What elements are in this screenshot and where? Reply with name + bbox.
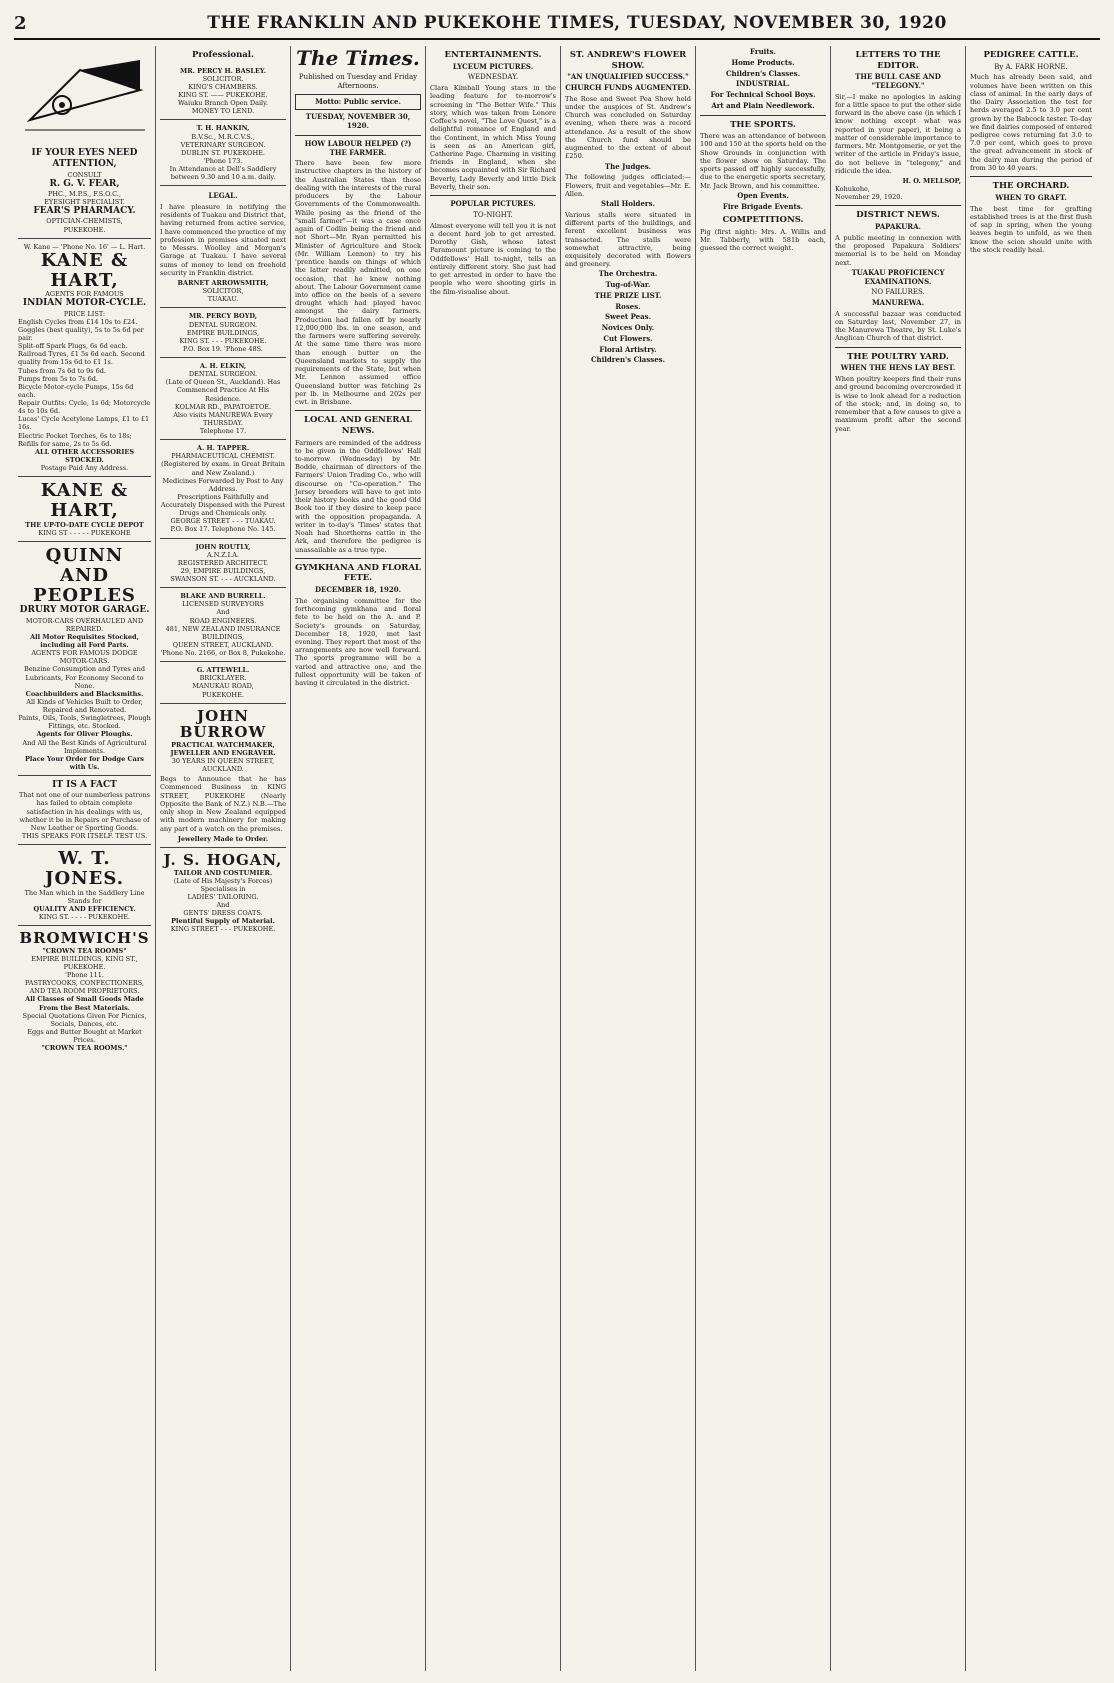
elkin-late: (Late of Queen St., Auckland). Has Commenced Practice At His Residence. <box>165 378 281 403</box>
flower-show-sub: "AN UNQUALIFIED SUCCESS." <box>567 72 689 82</box>
orchard-body: The best time for grafting established trees is at the first flush of sap in spring, when the young leaves begin to unfold, as we then know the scion should unite with the stock readily heal. <box>970 204 1092 254</box>
letter-town: Kohukohe, <box>835 185 870 194</box>
manurewa-heading: MANUREWA. <box>871 298 925 308</box>
motto: Motto: Public service. <box>295 94 421 111</box>
burrow-body: Begs to Announce that he has Commenced Business in KING STREET, PUKEKOHE (Nearly Opposite the Bank of N.Z.) N.B.—The only shop in New Zealand equipped with modern machinery for making any part of a watch on the premises. <box>160 775 286 833</box>
children-classes-heading: Children's Classes. <box>725 68 801 78</box>
bro-name: BROMWICH'S <box>19 929 150 948</box>
routly-ad <box>160 539 286 589</box>
boyd-name: MR. PERCY BOYD, <box>188 312 258 321</box>
column-6 <box>696 46 831 1671</box>
elkin-address: KOLMAR RD., PAPATOETOE. <box>174 402 272 411</box>
qp-benzine: Benzine Consumption and Tyres and Lubricants, For Economy Second to None. <box>23 665 146 690</box>
qp-agents: AGENTS FOR FAMOUS DODGE MOTOR-CARS. <box>31 649 138 666</box>
tuakau-heading: TUAKAU PROFICIENCY EXAMINATIONS. <box>851 267 945 286</box>
eyes-heading: IF YOUR EYES NEED ATTENTION, <box>31 148 138 170</box>
attewell-ad <box>160 662 286 704</box>
tapper-reg: (Registered by exam. in Great Britain and New Zealand.) <box>161 460 285 477</box>
floral-heading: Floral Artistry. <box>599 344 657 354</box>
kh2-street: KING ST - - - - - PUKEKOHE <box>38 528 131 537</box>
column-5 <box>561 46 696 1671</box>
hankin-name: T. H. HANKIN, <box>196 124 250 133</box>
hogan-plenty: Plentiful Supply of Material. <box>171 917 275 926</box>
pharmacy-sub: OPTICIAN-CHEMISTS, <box>46 217 123 226</box>
cut-heading: Cut Flowers. <box>603 333 653 343</box>
brigade-heading: Fire Brigade Events. <box>722 201 804 211</box>
judges-body: The following judges officiated:—Flowers, fruit and vegetables—Mr. E. Allen. <box>565 173 691 198</box>
open-heading: Open Events. <box>737 190 789 200</box>
sports-body: There was an attendance of between 100 and 150 at the sports held on the Show Grounds in conjunction with the flower show on Saturday. The sports passed off highly successfully, due to the energetic sports secretary, Mr. Jack Brown, and his committee. <box>700 132 826 190</box>
lyceum-body: Clara Kimball Young stars in the leading feature for to-morrow's screening in "The Better Wife." This story, which was taken from Lenore Coffee's novel, "The Love Quest," is a delightful romance of England and the Continent, in which Miss Young is seen as an American girl, Catherine Page. Charming in visiting friends in England, when she becomes acquainted with Sir Richard Beverly, Lady Beverly and little Dick Beverly, their son. <box>430 84 556 191</box>
attewell-name: G. ATTEWELL. <box>196 666 250 675</box>
basley-branch: Waiuku Branch Open Daily. <box>178 99 268 108</box>
tapper-title: PHARMACEUTICAL CHEMIST. <box>171 452 275 461</box>
boyd-title: DENTAL SURGEON. <box>188 320 258 329</box>
blake-and: And <box>216 608 230 617</box>
fact-ad <box>18 776 151 845</box>
hankin-street: DUBLIN ST. PUKEKOHE. <box>181 148 265 157</box>
hogan-late: (Late of His Majesty's Forces) <box>173 876 273 885</box>
popular-heading: POPULAR PICTURES. <box>450 199 536 209</box>
local-news-heading: LOCAL AND GENERAL NEWS. <box>304 415 412 436</box>
kh-item: Goggles (best quality), 5s to 5s 6d per pair. <box>18 325 144 343</box>
basley-money: MONEY TO LEND. <box>191 107 255 116</box>
hankin-ad <box>160 120 286 186</box>
column-3 <box>291 46 426 1671</box>
arrowsmith-town: TUAKAU. <box>207 295 239 304</box>
qp-place: Place Your Order for Dodge Cars with Us. <box>25 754 144 771</box>
bro-footer: "CROWN TEA ROOMS." <box>41 1044 128 1053</box>
kh-agents: AGENTS FOR FAMOUS <box>45 290 124 299</box>
hogan-sub: TAILOR AND COSTUMIER. <box>173 868 273 877</box>
bro-eggs: Eggs and Butter Bought at Market Prices. <box>27 1027 142 1045</box>
editorial-body: There have been few more instructive chapters in the history of the Australian States than those dealing with the interests of the rural producers by the Labour Governments of the Commonwealth. While posing as the friend of the "small farmer"—it was a case once again of Codlin being the friend and not Short—Mr. Ryan permitted his Minister of Agriculture and Stock (Mr. William Lennon) to try his 'prentice hands on things of which the latter readily admitted, on one occasion, that he knew nothing about. The Labour Government came into office on the heels of a severe drought which had played havoc amongst the dairy farmers. Production had fallen off by nearly 12,000,000 lbs. in one season, and the farmers were suffering severely. At the same time there was more than enough butter on the Queensland markets to supply the requirements of the State, but when Mr. Lennon assumed office Queensland butter was fetching 2s per lb. in Melbourne and 202s per cwt. in Brisbane. <box>295 159 421 407</box>
fact-head: IT IS A FACT <box>52 780 117 791</box>
kane-hart-depot-ad <box>18 477 151 542</box>
sports-heading: THE SPORTS. <box>730 119 796 130</box>
tapper-ad <box>160 440 286 538</box>
publication-note: Published on Tuesday and Friday Afternoons. <box>298 73 418 90</box>
papakura-heading: PAPAKURA. <box>875 222 921 232</box>
flower-show-body: The Rose and Sweet Pea Show held under the auspices of St. Andrew's Church was concluded on Saturday evening, when there was a record attendance. As a result of the show the Church fund should be augmented to the extent of about £250. <box>565 94 691 161</box>
kh-cycles: INDIAN MOTOR-CYCLE. <box>22 298 147 309</box>
basley-name: MR. PERCY H. BASLEY. <box>180 66 266 75</box>
optician-quals: PHC., M.P.S., F.S.O.C., <box>48 189 121 198</box>
paper-name: The Times. <box>296 46 420 70</box>
routly-building: 29, EMPIRE BUILDINGS, <box>180 566 266 575</box>
column-1 <box>14 46 156 1671</box>
eye-illustration-icon <box>20 50 150 140</box>
basley-ad <box>160 63 286 121</box>
kh2-name: KANE & HART, <box>40 480 129 522</box>
tapper-name: A. H. TAPPER. <box>196 444 250 453</box>
poultry-body: When poultry keepers find their runs and ground becoming overcrowded it is wise to look ahead for a reduction of the stock; and, in doing so, to remember that a few causes to give a maximum profit after the second year. <box>835 375 961 433</box>
blake-phone: 'Phone No. 2166, or Box 8, Pukekohe. <box>160 649 286 658</box>
tapper-po: P.O. Box 17. Telephone No. 145. <box>170 525 276 534</box>
legal-body: I have pleasure in notifying the residents of Tuakau and District that, having returned from active service, I have commenced the practice of my profession in premises situated next to Messrs. Woolley and Morgan's Garage at Tuakau. I have several sums of money to lend on freehold security in Franklin district. <box>160 203 286 277</box>
routly-street: SWANSON ST. - - - AUCKLAND. <box>170 575 276 584</box>
attewell-town: PUKEKOHE. <box>202 690 244 699</box>
blake-lic: LICENSED SURVEYORS <box>182 600 264 609</box>
tapper-med: Medicines Forwarded by Post to Any Address. <box>162 476 284 493</box>
wtj-body: The Man which in the Saddlery Line Stands for <box>24 888 145 905</box>
hens-heading: WHEN THE HENS LAY BEST. <box>840 363 956 373</box>
pedigree-heading: PEDIGREE CATTLE. <box>983 50 1079 60</box>
fact-speaks: THIS SPEAKS FOR ITSELF. TEST US. <box>21 831 148 840</box>
kh-name: KANE & HART, <box>40 249 129 291</box>
orchestra-heading: The Orchestra. <box>598 269 658 279</box>
letters-heading: LETTERS TO THE EDITOR. <box>855 50 941 71</box>
kh2-sub: THE UP-TO-DATE CYCLE DEPOT <box>25 520 144 529</box>
blake-ins: 481, NEW ZEALAND INSURANCE BUILDINGS, <box>165 624 281 641</box>
blake-name: BLAKE AND BURRELL. <box>180 592 266 601</box>
district-news-heading: DISTRICT NEWS. <box>856 210 940 221</box>
qp-over: MOTOR-CARS OVERHAULED AND REPAIRED. <box>25 616 144 633</box>
tapper-street: GEORGE STREET - - - TUAKAU. <box>170 517 276 526</box>
art-heading: Art and Plain Needlework. <box>711 100 815 110</box>
kh-item: Railroad Tyres, £1 5s 6d each. Second quality from 15s 6d to £1 1s. <box>18 350 145 367</box>
hogan-gents: GENTS' DRESS COATS. <box>183 909 263 918</box>
competitions-body: Pig (first night): Mrs. A. Willis and Mr. Tabberly, with 581b each, guessed the correct weight. <box>700 227 826 253</box>
routly-anzia: A.N.Z.I.A. <box>207 550 239 559</box>
hogan-ad <box>160 848 286 938</box>
bro-addr: EMPIRE BUILDINGS, KING ST., PUKEKOHE. <box>31 954 138 971</box>
hogan-name: J. S. HOGAN, <box>163 851 283 869</box>
hankin-attend: In Attendance at Dell's Saddlery between 9.30 and 10 a.m. daily. <box>169 165 277 182</box>
arrowsmith-title: SOLICITOR, <box>202 287 244 296</box>
fear-optician-ad <box>18 144 151 239</box>
elkin-visit: Also visits MANUREWA Every THURSDAY. <box>173 410 273 427</box>
hankin-title: VETERINARY SURGEON. <box>180 140 266 149</box>
page-number: 2 <box>14 12 27 34</box>
bro-rooms: "CROWN TEA ROOMS" <box>42 946 127 955</box>
kh-access: ALL OTHER ACCESSORIES STOCKED. <box>34 447 135 464</box>
children-heading: Children's Classes. <box>590 355 666 365</box>
entertainments-heading: ENTERTAINMENTS. <box>444 50 542 60</box>
bro-phone: 'Phone 111. <box>65 971 104 980</box>
kh-item: Bicycle Motor-cycle Pumps, 15s 6d each. <box>18 382 134 399</box>
tuakau-sub: NO FAILURES. <box>871 288 925 297</box>
lyceum-day: WEDNESDAY. <box>467 73 519 82</box>
burrow-jewel: Jewellery Made to Order. <box>177 834 269 843</box>
papakura-body: A public meeting in connexion with the proposed Papakura Soldiers' memorial is to be held on Monday next. <box>835 233 961 267</box>
optician-name: R. G. V. FEAR, <box>49 178 120 189</box>
popular-body: Almost everyone will tell you it is not a decent hard job to get arrested. Dorothy Gish, whose latest Paramount picture is coming to the Oddfellows' Hall to-night, tells an entirely different story. She just had to get arrested in order to have the people who were shooting girls in the film-visualise about. <box>430 221 556 296</box>
qp-name: QUINN AND PEOPLES <box>33 545 136 606</box>
letter-date: November 29, 1920. <box>835 193 903 202</box>
basley-chambers: KING'S CHAMBERS. <box>188 82 258 91</box>
bull-heading: THE BULL CASE AND "TELEGONY." <box>855 72 941 90</box>
wt-jones-ad <box>18 845 151 926</box>
attewell-road: MANUKAU ROAD, <box>192 682 254 691</box>
optician-title: EYESIGHT SPECIALIST. <box>44 198 125 206</box>
elkin-ad <box>160 358 286 440</box>
judges-heading: The Judges. <box>604 161 652 171</box>
page-title: THE FRANKLIN AND PUKEKOHE TIMES, TUESDAY, NOVEMBER 30, 1920 <box>207 13 947 33</box>
column-4 <box>426 46 561 1671</box>
editorial-heading: HOW LABOUR HELPED (?) THE FARMER. <box>304 138 412 157</box>
routly-title: REGISTERED ARCHITECT. <box>177 558 269 567</box>
fact-body: That not one of our numberless patrons has failed to obtain complete satisfaction in his dealings with us, whether it be in Repairs or Purchase of New Leather or Sporting Goods. <box>18 791 151 832</box>
masthead <box>14 8 1100 40</box>
bro-smalls: All Classes of Small Goods Made From the Best Materials. <box>25 995 144 1012</box>
competitions-heading: COMPETITIONS. <box>722 215 804 226</box>
consult-text: CONSULT <box>67 170 102 179</box>
hogan-ladies: LADIES' TAILORING. <box>187 892 259 901</box>
home-heading: Home Products. <box>731 57 795 67</box>
basley-street: KING ST. —— PUKEKOHE. <box>178 91 268 99</box>
letter-signature: H. O. MELLSOP, <box>902 177 961 186</box>
blake-road: ROAD ENGINEERS. <box>189 616 257 625</box>
technical-heading: For Technical School Boys. <box>710 90 816 99</box>
burrow-years: 30 YEARS IN QUEEN STREET, AUCKLAND. <box>171 756 275 774</box>
routly-name: JOHN ROUTLY, <box>195 542 251 551</box>
wtj-street: KING ST. - - - - PUKEKOHE. <box>38 913 131 922</box>
roses-heading: Roses. <box>615 301 641 311</box>
kh-phone: W. Kane — 'Phone No. 16' — L. Hart. <box>23 242 146 251</box>
pharmacy-town: PUKEKOHE. <box>63 225 106 234</box>
qp-paints: Paints, Oils, Tools, Swingletrees, Plough Fittings, etc. Stocked. <box>18 714 151 731</box>
bromwich-ad <box>18 926 151 1056</box>
legal-ad <box>160 186 286 308</box>
quinn-peoples-ad <box>18 542 151 776</box>
eyes-banner <box>18 46 151 144</box>
hogan-and: And <box>216 901 230 909</box>
stalls-body: Various stalls were situated in different parts of the buildings, and ferent excellent business was transacted. The stalls were somewhat attractive, being exquisitely decorated with flowers and greenery. <box>565 210 691 269</box>
hogan-street: KING STREET - - - PUKEKOHE. <box>170 925 276 934</box>
orchard-heading: THE ORCHARD. <box>992 181 1070 192</box>
qp-coach: Coachbuilders and Blacksmiths. <box>25 689 144 698</box>
boyd-building: EMPIRE BUILDINGS, <box>186 328 260 337</box>
flower-show-heading: ST. ANDREW'S FLOWER SHOW. <box>569 50 687 71</box>
qp-ford: All Motor Requisites Stocked, including all Ford Parts. <box>30 632 139 650</box>
fruits-heading: Fruits. <box>750 47 776 56</box>
kh-item: Split-off Spark Plugs, 6s 6d each. <box>18 342 128 351</box>
qp-oliver: Agents for Oliver Ploughs. <box>36 730 133 739</box>
basley-title: SOLICITOR. <box>202 74 244 83</box>
column-7 <box>831 46 966 1671</box>
manurewa-body: A successful bazaar was conducted on Saturday last, November 27, in the Manurewa Theatre, by St. Luke's Anglican Church of that district. <box>835 309 961 343</box>
gymkhana-heading: GYMKHANA AND FLORAL FETE. <box>295 562 421 584</box>
novices-heading: Novices Only. <box>601 323 655 333</box>
column-2 <box>156 46 291 1671</box>
boyd-street: KING ST. - - - PUKEKOHE. <box>179 336 267 345</box>
professional-heading: Professional. <box>192 50 254 60</box>
lyceum-heading: LYCEUM PICTURES. <box>452 61 534 71</box>
hankin-phone: 'Phone 173. <box>203 156 243 165</box>
burrow-sub: PRACTICAL WATCHMAKER, JEWELLER AND ENGRAVER. <box>170 740 276 757</box>
blake-queen: QUEEN STREET, AUCKLAND. <box>172 640 274 649</box>
prize-heading: THE PRIZE LIST. <box>594 290 662 300</box>
hogan-spec: Specialises in <box>200 884 246 893</box>
kh-item: Repair Outfits: Cycle, 1s 6d; Motorcycle 4s to 10s 6d. <box>18 399 151 416</box>
wtj-quality: QUALITY AND EFFICIENCY. <box>33 904 136 913</box>
elkin-name: A. H. ELKIN, <box>199 362 247 371</box>
pedigree-body: Much has already been said, and volumes have been written on this class of animal. In the early days of the Dairy Association the test for herds averaged 2.5 to 3.0 per cent grown by the Babcock tester. To-day we find dairies composed of entered pedigree cows returning fat 3.0 to 7.0 per cent, which goes to prove the great advancement in stock of the dairy man during the period of from 30 to 40 years. <box>970 73 1092 172</box>
sweetpeas-heading: Sweet Peas. <box>604 312 652 322</box>
burrow-ad <box>160 704 286 848</box>
qp-kinds: All Kinds of Vehicles Built to Order, Repaired and Renovated. <box>26 697 143 715</box>
elkin-tel: Telephone 17. <box>199 427 247 436</box>
kh-postage: Postage Paid Any Address. <box>40 464 129 473</box>
stalls-heading: Stall Holders. <box>601 199 655 209</box>
bro-special: Special Quotations Given For Picnics, Socials, Dances, etc. <box>22 1011 147 1028</box>
legal-heading: LEGAL. <box>208 191 238 201</box>
boyd-po: P.O. Box 19. 'Phone 48S. <box>183 344 263 353</box>
gymkhana-date: DECEMBER 18, 1920. <box>314 585 402 595</box>
local-news-body: Farmers are reminded of the address to be given in the Oddfellows' Hall to-morrow (Wednesday) by Mr. Bodde, chairman of directors of the Farmers' Union Trading Co., who will discourse on "Co-operation." The Jersey breeders will have to get into their history books and the good Old Book too if they desire to keep pace with the opposition propaganda. A writer in to-day's 'Times' states that Noah had Shorthorns cattle in the Ark, and therefore the pedigree is unassailable as a true type. <box>295 438 421 554</box>
pharmacy-name: FEAR'S PHARMACY. <box>33 206 136 217</box>
arrowsmith-name: BARNET ARROWSMITH, <box>177 279 269 288</box>
kane-hart-ad <box>18 239 151 478</box>
wtj-name: W. T. JONES. <box>45 848 124 889</box>
tug-heading: Tug-of-War. <box>605 280 651 290</box>
industrial-heading: INDUSTRIAL. <box>736 79 790 89</box>
letter-body: Sir,—I make no apologies in asking for a little space to put the other side forward in the above case (in which I know nothing except what was reported in your paper), it being a matter of considerable importance to farmers. Mr. Montgomerie, or yet the writer of the article in Friday's issue, do not believe in "telegony," and ridicule the idea. <box>835 92 961 175</box>
column-8 <box>966 46 1096 1671</box>
tapper-presc: Prescriptions Faithfully and Accurately Dispensed with the Purest Drugs and Chemicals only. <box>160 492 286 518</box>
bro-pastry: PASTRYCOOKS, CONFECTIONERS, AND TEA ROOM PROPRIETORS. <box>24 979 145 996</box>
kh-item: English Cycles from £14 10s to £24. <box>18 317 138 326</box>
qp-garage: DRURY MOTOR GARAGE. <box>19 605 150 616</box>
kh-item: Lucas' Cycle Acetylene Lamps, £1 to £1 16s. <box>18 415 150 432</box>
graft-heading: WHEN TO GRAFT. <box>995 192 1067 202</box>
poultry-heading: THE POULTRY YARD. <box>847 351 949 362</box>
hankin-quals: B.V.Sc., M.R.C.V.S., <box>191 132 255 141</box>
boyd-ad <box>160 308 286 358</box>
blake-burrell-ad <box>160 588 286 662</box>
qp-agri: And All the Best Kinds of Agricultural Implements. <box>22 738 147 755</box>
kh-price: PRICE LIST: <box>63 309 106 318</box>
kh-item: Electric Pocket Torches, 6s to 18s; Refills for same, 2s to 5s 6d. <box>18 431 132 448</box>
popular-day: TO-NIGHT. <box>473 210 513 219</box>
attewell-title: BRICKLAYER. <box>199 674 247 683</box>
flower-show-funds: CHURCH FUNDS AUGMENTED. <box>565 83 691 92</box>
kh-item: Pumps from 5s to 7s 6d. <box>18 374 98 383</box>
gymkhana-body: The organising committee for the forthcoming gymkhana and floral fete to be held on the A. and P. Society's grounds on Saturday, December 18, 1920, met last evening. They report that most of the arrangements are now well forward. The sports programme will be a varied and attractive one, and the fullest opportunity will be taken of having it circulated in the district. <box>295 596 421 688</box>
kh-item: Tubes from 7s 6d to 9s 6d. <box>18 366 106 375</box>
pedigree-author: By A. FARK HORNE. <box>994 62 1068 71</box>
editorial-date: TUESDAY, NOVEMBER 30, 1920. <box>305 112 411 130</box>
elkin-title: DENTAL SURGEON. <box>188 370 258 379</box>
burrow-name: JOHN BURROW <box>179 706 267 742</box>
